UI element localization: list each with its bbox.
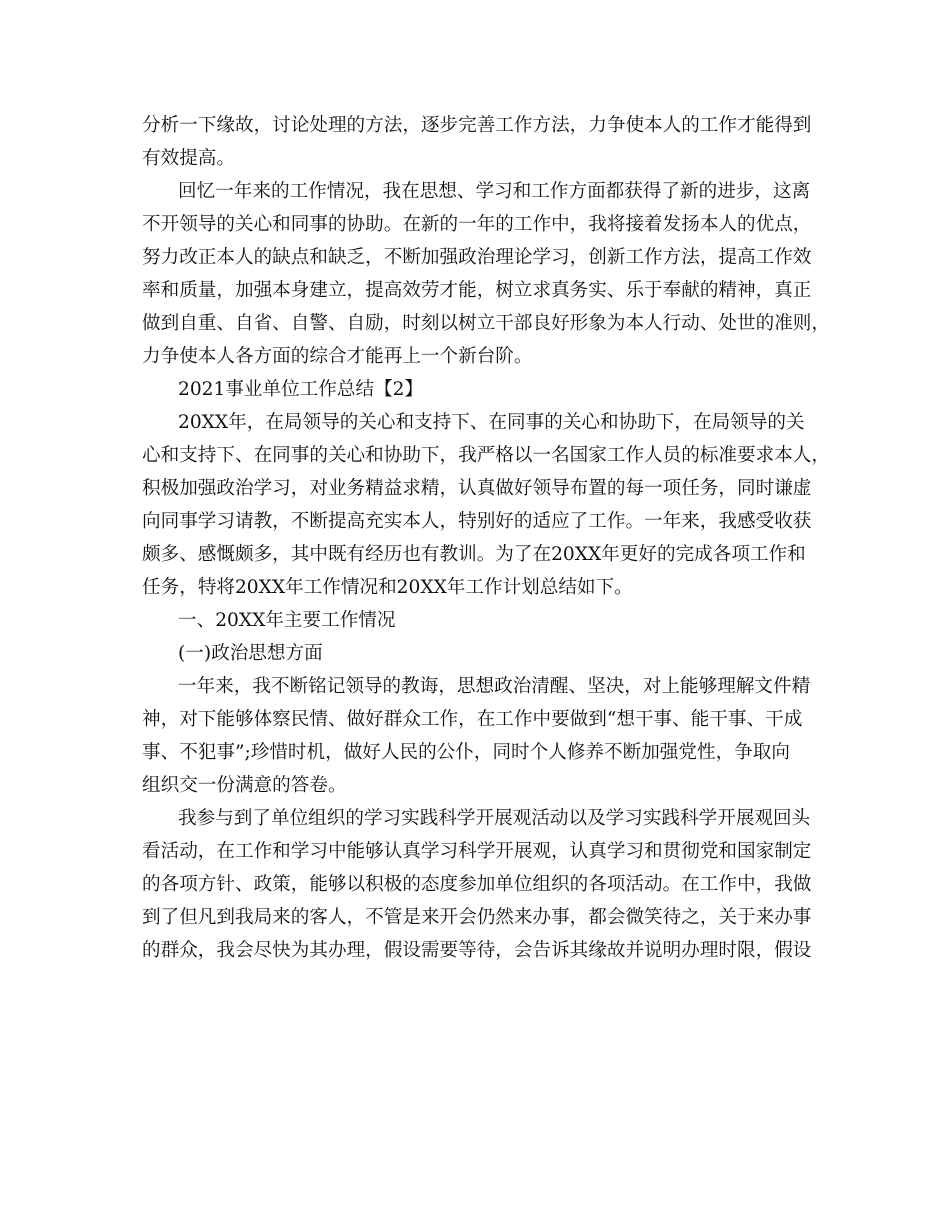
text-line: 我参与到了单位组织的学习实践科学开展观活动以及学习实践科学开展观回头	[178, 808, 811, 829]
text-line: 做到自重、自省、自警、自励，时刻以树立干部良好形象为本人行动、处世的准则，	[142, 313, 830, 334]
text-line: 看活动，在工作和学习中能够认真学习科学开展观，认真学习和贯彻党和国家制定	[142, 841, 812, 862]
section-heading: 2021事业单位工作总结【2】	[178, 379, 424, 400]
text-line: 的各项方针、政策，能够以积极的态度参加单位组织的各项活动。在工作中，我做	[142, 874, 812, 895]
text-line: 分析一下缘故，讨论处理的方法，逐步完善工作方法，力争使本人的工作才能得到	[142, 115, 812, 136]
text-line: 积极加强政治学习，对业务精益求精，认真做好领导布置的每一项任务，同时谦虚	[142, 478, 812, 499]
text-line: 向同事学习请教，不断提高充实本人，特别好的适应了工作。一年来，我感受收获	[142, 511, 812, 532]
text-line: 事、不犯事”;珍惜时机，做好人民的公仆，同时个人修养不断加强党性，争取向	[142, 742, 790, 763]
text-line: 的群众，我会尽快为其办理，假设需要等待，会告诉其缘故并说明办理时限，假设	[142, 940, 812, 961]
section-heading: 一、20XX年主要工作情况	[178, 610, 396, 631]
text-line: 不开领导的关心和同事的协助。在新的一年的工作中，我将接着发扬本人的优点，	[142, 214, 812, 235]
text-line: 颇多、感慨颇多，其中既有经历也有教训。为了在20XX年更好的完成各项工作和	[142, 544, 806, 565]
text-line: 神，对下能够体察民情、做好群众工作，在工作中要做到“想干事、能干事、干成	[142, 709, 803, 730]
text-line: 力争使本人各方面的综合才能再上一个新台阶。	[142, 346, 533, 367]
text-line: 一年来，我不断铭记领导的教诲，思想政治清醒、坚决，对上能够理解文件精	[178, 676, 811, 697]
text-line: 20XX年，在局领导的关心和支持下、在同事的关心和协助下，在局领导的关	[178, 412, 805, 433]
text-line: 任务，特将20XX年工作情况和20XX年工作计划总结如下。	[142, 577, 633, 598]
subsection-heading: (一)政治思想方面	[178, 643, 323, 664]
text-line: 回忆一年来的工作情况，我在思想、学习和工作方面都获得了新的进步，这离	[178, 181, 811, 202]
text-line: 有效提高。	[142, 148, 235, 169]
text-line: 到了但凡到我局来的客人，不管是来开会仍然来办事，都会微笑待之，关于来办事	[142, 907, 812, 928]
text-line: 心和支持下、在同事的关心和协助下，我严格以一名国家工作人员的标准要求本人，	[142, 445, 830, 466]
text-line: 努力改正本人的缺点和缺乏，不断加强政治理论学习，创新工作方法，提高工作效	[142, 247, 812, 268]
text-line: 组织交一份满意的答卷。	[142, 775, 347, 796]
text-line: 率和质量，加强本身建立，提高效劳才能，树立求真务实、乐于奉献的精神，真正	[142, 280, 812, 301]
